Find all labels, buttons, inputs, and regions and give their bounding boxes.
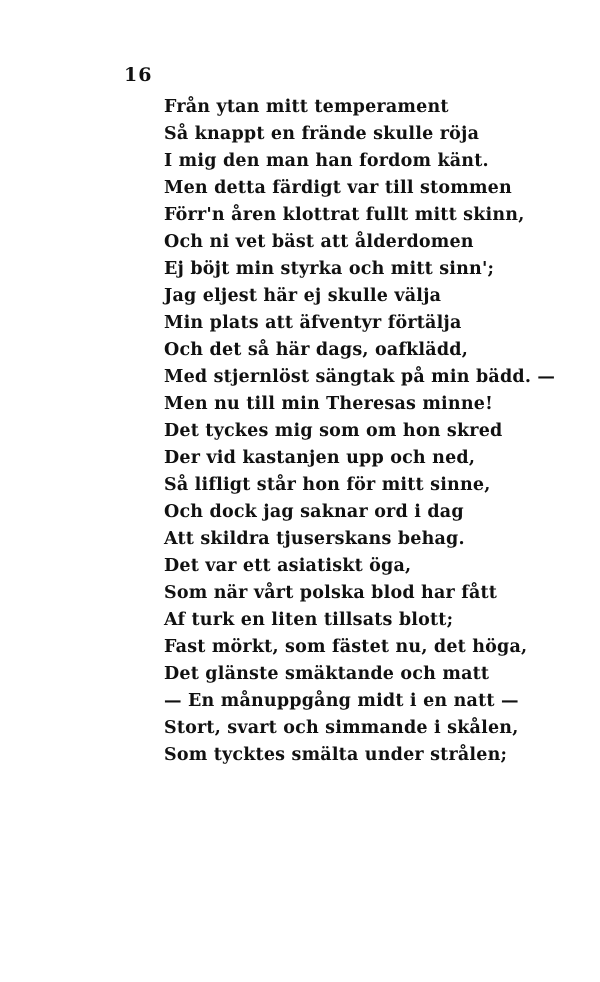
poem-line: Ej böjt min styrka och mitt sinn'; bbox=[164, 259, 495, 279]
poem-line: Det tyckes mig som om hon skred bbox=[164, 421, 503, 441]
poem-line: — En månuppgång midt i en natt — bbox=[164, 691, 519, 711]
poem-line: Och ni vet bäst att ålderdomen bbox=[164, 232, 474, 252]
poem-line: Stort, svart och simmande i skålen, bbox=[164, 718, 519, 738]
poem-line: Det var ett asiatiskt öga, bbox=[164, 556, 412, 576]
poem-line: Jag eljest här ej skulle välja bbox=[164, 286, 442, 306]
poem-line: Det glänste smäktande och matt bbox=[164, 664, 490, 684]
poem-line: Af turk en liten tillsats blott; bbox=[164, 610, 454, 630]
poem-line: Att skildra tjuserskans behag. bbox=[164, 529, 465, 549]
poem-text bbox=[164, 94, 556, 769]
poem-line: I mig den man han fordom känt. bbox=[164, 151, 489, 171]
poem-line: Som när vårt polska blod har fått bbox=[164, 583, 498, 603]
poem-line: Med stjernlöst sängtak på min bädd. — bbox=[164, 367, 556, 387]
poem-line: Som tycktes smälta under strålen; bbox=[164, 745, 508, 765]
page-number: 16 bbox=[124, 64, 153, 86]
poem-line: Så knappt en frände skulle röja bbox=[164, 124, 480, 144]
poem-line: Der vid kastanjen upp och ned, bbox=[164, 448, 476, 468]
poem-line: Från ytan mitt temperament bbox=[164, 97, 449, 117]
poem-line: Men nu till min Theresas minne! bbox=[164, 394, 493, 414]
poem-line: Men detta färdigt var till stommen bbox=[164, 178, 512, 198]
poem-line: Och det så här dags, oafklädd, bbox=[164, 340, 468, 360]
poem-line: Och dock jag saknar ord i dag bbox=[164, 502, 464, 522]
poem-line: Förr'n åren klottrat fullt mitt skinn, bbox=[164, 205, 525, 225]
poem-line: Min plats att äfventyr förtälja bbox=[164, 313, 462, 333]
poem-line: Fast mörkt, som fästet nu, det höga, bbox=[164, 637, 528, 657]
poem-line: Så lifligt står hon för mitt sinne, bbox=[164, 475, 491, 495]
